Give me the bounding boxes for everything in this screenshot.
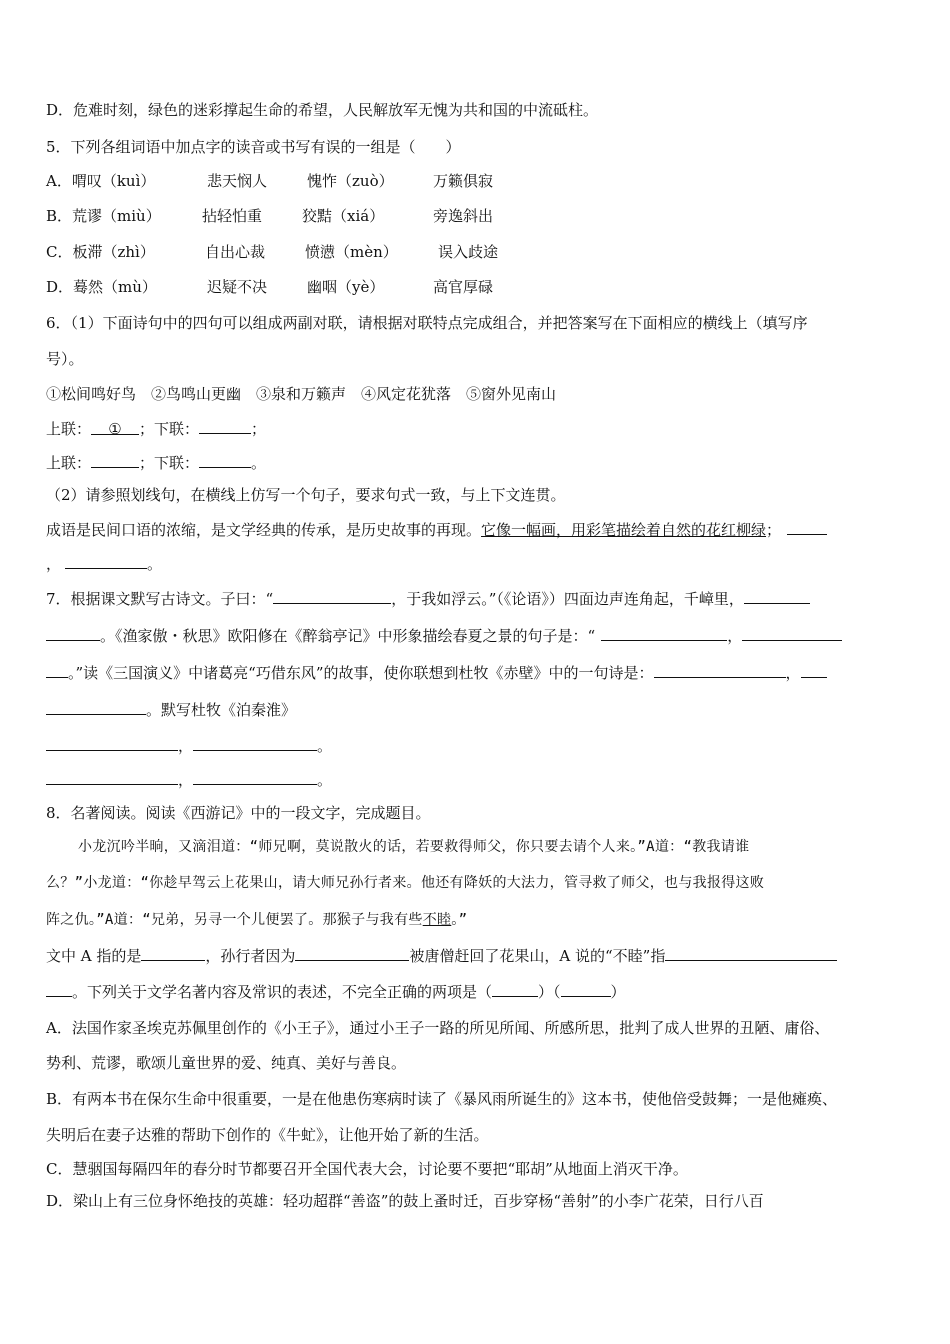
q8-option-b-line2: 失明后在妻子达雅的帮助下创作的《牛虻》，让他开始了新的生活。 xyxy=(46,1126,489,1144)
blank[interactable] xyxy=(193,768,317,785)
text: ， xyxy=(785,664,801,682)
answer-blank-2[interactable] xyxy=(199,417,251,434)
q5-b-1: B．荒谬（miù） xyxy=(46,207,161,225)
answer-blank-1[interactable] xyxy=(91,418,139,438)
blank[interactable] xyxy=(492,980,538,997)
q7-line2 xyxy=(46,624,906,647)
q6-sentence-cont xyxy=(46,552,906,575)
q8-option-c: C．慧骃国每隔四年的春分时节都要召开全国代表大会，讨论要不要把“耶胡”从地面上消灭干净。 xyxy=(46,1160,688,1178)
punct: 。 xyxy=(251,454,267,472)
q8-question1 xyxy=(46,944,906,967)
blank[interactable] xyxy=(744,587,810,604)
q8-option-d: D．梁山上有三位身怀绝技的英雄：轻功超群“善盗”的鼓上蚤时迁，百步穿杨“善射”的小李广花荣，日行八百 xyxy=(46,1192,764,1210)
blank[interactable] xyxy=(46,980,72,997)
q6-stem-line2: 号）。 xyxy=(46,350,84,368)
blank[interactable] xyxy=(742,624,842,641)
q6-sentence xyxy=(46,518,906,541)
text: 7．根据课文默写古诗文。子曰：“ xyxy=(46,590,274,608)
text: 。《渔家傲・秋思》欧阳修在《醉翁亭记》中形象描绘春夏之景的句子是：“ xyxy=(100,627,596,645)
text: 。默写杜牧《泊秦淮》 xyxy=(146,701,297,719)
q5-option-a xyxy=(46,170,906,192)
q6-couplet-1 xyxy=(46,417,906,440)
label-xialian: ；下联： xyxy=(139,420,200,438)
q5-b-4: 旁逸斜出 xyxy=(433,207,494,225)
q5-b-3: 狡黠（xiá） xyxy=(302,207,385,225)
punct: 。 xyxy=(147,555,163,573)
punct: 。 xyxy=(317,771,333,789)
sentence-plain: 成语是民间口语的浓缩，是文学经典的传承，是历史故事的再现。 xyxy=(46,521,482,539)
answer-1: ① xyxy=(108,420,122,438)
text: 。”读《三国演义》中诸葛亮“巧借东风”的故事，使你联想到杜牧《赤壁》中的一句诗是： xyxy=(68,664,654,682)
blank[interactable] xyxy=(46,734,178,751)
q6-stem-line1: 6．（1）下面诗句中的四句可以组成两副对联，请根据对联特点完成组合，并把答案写在下面相应的横线上（填写序 xyxy=(46,314,808,332)
punct: 。 xyxy=(317,737,333,755)
q5-c-4: 误入歧途 xyxy=(438,243,499,261)
blank[interactable] xyxy=(601,624,727,641)
q8-question2 xyxy=(46,980,906,1003)
punct: ； xyxy=(766,521,782,539)
text: ，孙行者因为 xyxy=(205,947,296,965)
blank[interactable] xyxy=(46,698,146,715)
q5-option-c xyxy=(46,241,906,263)
underlined-word: 不睦 xyxy=(422,912,452,928)
q5-stem: 5．下列各组词语中加点字的读音或书写有误的一组是（ ） xyxy=(46,138,461,156)
label-xialian: ；下联： xyxy=(139,454,200,472)
blank[interactable] xyxy=(654,661,786,678)
blank[interactable] xyxy=(141,944,205,961)
text: 被唐僧赶回了花果山，A 说的“不睦”指 xyxy=(409,947,666,965)
text: 。下列关于文学名著内容及常识的表述，不完全正确的两项是（ xyxy=(72,983,493,1001)
q6-couplet-2 xyxy=(46,451,906,474)
punct: ， xyxy=(178,737,194,755)
punct: ， xyxy=(178,771,194,789)
text: ） xyxy=(610,983,626,1001)
q4-option-d: D．危难时刻，绿色的迷彩撑起生命的希望，人民解放军无愧为共和国的中流砥柱。 xyxy=(46,101,599,119)
blank[interactable] xyxy=(193,734,317,751)
q7-line5 xyxy=(46,734,906,757)
text: 。” xyxy=(451,912,468,928)
answer-blank-3[interactable] xyxy=(91,451,139,468)
q5-c-3: 愤懑（mèn） xyxy=(305,243,398,261)
q5-d-3: 幽咽（yè） xyxy=(307,278,385,296)
answer-blank-4[interactable] xyxy=(199,451,251,468)
text: ）（ xyxy=(538,983,561,1001)
q5-a-2: 悲天悯人 xyxy=(207,172,268,190)
q7-line1 xyxy=(46,587,906,610)
q7-line6 xyxy=(46,768,906,791)
q8-option-b-line1: B．有两本书在保尔生命中很重要，一是在他患伤寒病时读了《暴风雨所诞生的》这本书，使他倍受鼓舞；一是他瘫痪、 xyxy=(46,1090,838,1108)
q5-a-1: A．喟叹（kuì） xyxy=(46,172,156,190)
blank[interactable] xyxy=(561,980,611,997)
blank[interactable] xyxy=(46,624,100,641)
punct: ， xyxy=(46,555,62,573)
q8-option-a-line2: 势利、荒谬，歌颂儿童世界的爱、纯真、美好与善良。 xyxy=(46,1054,407,1072)
q5-d-2: 迟疑不决 xyxy=(207,278,268,296)
blank[interactable] xyxy=(46,661,68,678)
punct: ； xyxy=(251,420,267,438)
q7-line3 xyxy=(46,661,906,684)
sentence-underlined: 它像一幅画，用彩笔描绘着自然的花红柳绿 xyxy=(481,521,767,539)
label-shanglian: 上联： xyxy=(46,420,92,438)
q5-option-b xyxy=(46,205,906,227)
q8-stem: 8．名著阅读。阅读《西游记》中的一段文字，完成题目。 xyxy=(46,804,431,822)
q6-part2: （2）请参照划线句，在横线上仿写一个句子，要求句式一致，与上下文连贯。 xyxy=(46,486,566,504)
blank[interactable] xyxy=(46,768,178,785)
blank[interactable] xyxy=(801,661,827,678)
q8-passage-line2: 么？”小龙道：“你趁早驾云上花果山，请大师兄孙行者来。他还有降妖的大法力，管寻救了师父，也与我报得这败 xyxy=(46,875,765,891)
blank[interactable] xyxy=(273,587,391,604)
q8-passage-line1: 小龙沉吟半晌，又滴泪道：“师兄啊，莫说散火的话，若要救得师父，你只要去请个人来。”A道：“教我请谁 xyxy=(78,839,750,855)
label-shanglian: 上联： xyxy=(46,454,92,472)
q5-b-2: 拈轻怕重 xyxy=(202,207,263,225)
q5-d-1: D．蓦然（mù） xyxy=(46,278,157,296)
q5-d-4: 高官厚碌 xyxy=(433,278,494,296)
blank[interactable] xyxy=(665,944,837,961)
q5-c-2: 自出心裁 xyxy=(205,243,266,261)
text: 阵之仇。”A道：“兄弟，另寻一个儿便罢了。那猴子与我有些 xyxy=(46,912,423,928)
q6-items: ①松间鸣好鸟 ②鸟鸣山更幽 ③泉和万籁声 ④风定花犹落 ⑤窗外见南山 xyxy=(46,385,557,403)
blank[interactable] xyxy=(295,944,409,961)
text: 文中 A 指的是 xyxy=(46,947,142,965)
text: ，于我如浮云。”（《论语》）四面边声连角起，千嶂里， xyxy=(391,590,744,608)
text: ， xyxy=(727,627,743,645)
q8-option-a-line1: A．法国作家圣埃克苏佩里创作的《小王子》，通过小王子一路的所见所闻、所感所思，批判了成人世界的丑陋、庸俗、 xyxy=(46,1019,830,1037)
imitation-blank-1[interactable] xyxy=(787,518,827,535)
imitation-blank-2[interactable] xyxy=(65,552,147,569)
q7-line4 xyxy=(46,698,906,721)
q5-a-3: 愧怍（zuò） xyxy=(307,172,394,190)
q8-passage-line3 xyxy=(46,909,906,931)
q5-option-d xyxy=(46,276,906,298)
q5-c-1: C．板滞（zhì） xyxy=(46,243,155,261)
q5-a-4: 万籁俱寂 xyxy=(433,172,494,190)
